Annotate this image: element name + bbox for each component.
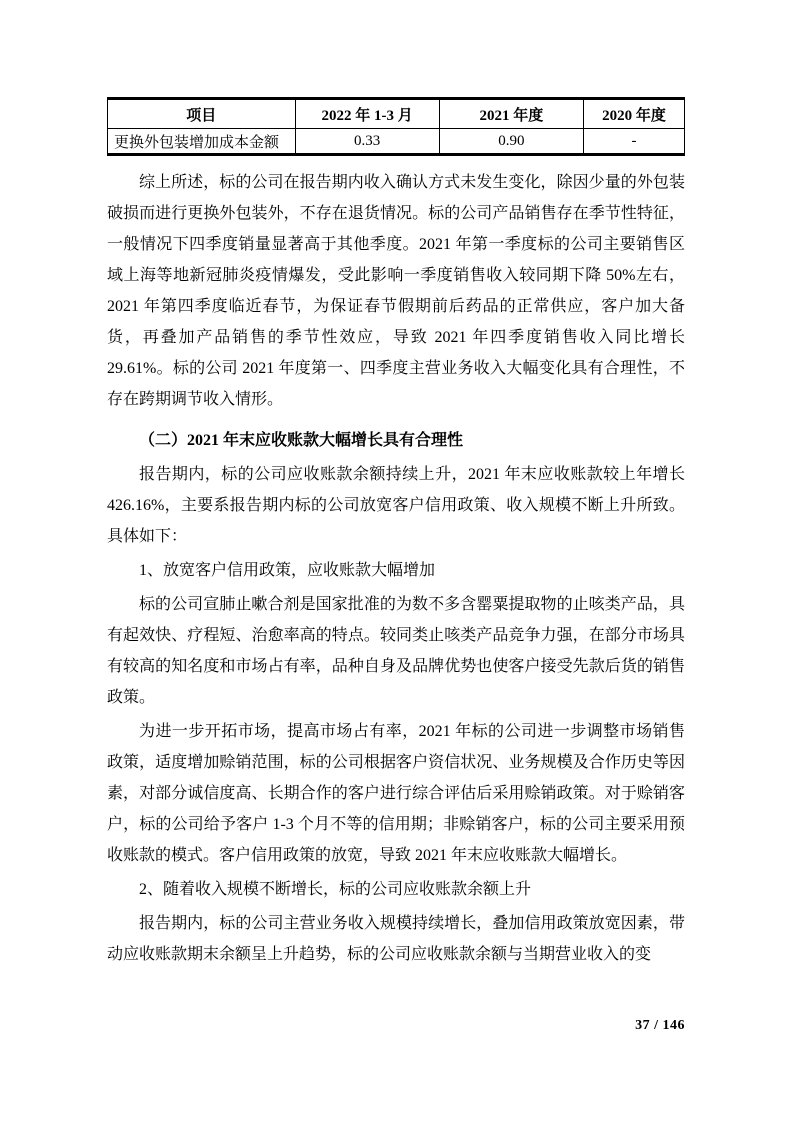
- table-header-item: 项目: [108, 99, 296, 129]
- table-cell-2021: 0.90: [439, 129, 583, 155]
- paragraph-product-strength: 标的公司宣肺止嗽合剂是国家批准的为数不多含罂粟提取物的止咳类产品，具有起效快、疗程短、治愈率高的特点。较同类止咳类产品竞争力强，在部分市场具有较高的知名度和市场占有率，品种自身及品牌优势也使客户接受先款后货的销售政策。: [107, 596, 685, 706]
- table-header-2021: 2021 年度: [439, 99, 583, 129]
- table-header-2022-q1: 2022 年 1-3 月: [295, 99, 439, 129]
- paragraph-revenue-summary: 综上所述，标的公司在报告期内收入确认方式未发生变化，除因少量的外包装破损而进行更换外包装外，不存在退货情况。标的公司产品销售存在季节性特征，一般情况下四季度销量显著高于其他季度。2021 年第一季度标的公司主要销售区域上海等地新冠肺炎疫情爆发，受此影响一季度销售收入较同期下降 50%左右，2021 年第四季度临近春节，为保证春节假期前后药品的正常供应，客户加大备货，再叠加产品销售的季节性效应，导致 2021 年四季度销售收入同比增长 29.61%。标的公司 2021 年度第一、四季度主营业务收入大幅变化具有合理性，不存在跨期调节收入情形。: [107, 174, 685, 408]
- paragraph-market-expansion: 为进一步开拓市场，提高市场占有率，2021 年标的公司进一步调整市场销售政策，适度增加赊销范围，标的公司根据客户资信状况、业务规模及合作历史等因素，对部分诚信度高、长期合作的客户进行综合评估后采用赊销政策。对于赊销客户，标的公司给予客户 1-3 个月不等的信用期；非赊销客户，标的公司主要采用预收账款的模式。客户信用政策的放宽，导致 2021 年末应收账款大幅增长。: [107, 723, 685, 864]
- paragraph-receivables-overview: 报告期内，标的公司应收账款余额持续上升，2021 年末应收账款较上年增长 426.16%，主要系报告期内标的公司放宽客户信用政策、收入规模不断上升所致。具体如下：: [107, 466, 685, 545]
- page-number: 37 / 146: [635, 1018, 685, 1033]
- subheading-credit-policy: 1、放宽客户信用政策，应收账款大幅增加: [139, 562, 436, 579]
- packaging-cost-table: [107, 97, 685, 156]
- table-cell-2020: -: [584, 129, 685, 155]
- table-cell-2022-q1: 0.33: [295, 129, 439, 155]
- table-cell-label: 更换外包装增加成本金额: [108, 129, 296, 155]
- section-heading-receivables: （二）2021 年末应收账款大幅增长具有合理性: [139, 432, 464, 449]
- paragraph-receivables-trend: 报告期内，标的公司主营业务收入规模持续增长，叠加信用政策放宽因素，带动应收账款期末余额呈上升趋势，标的公司应收账款余额与当期营业收入的变: [107, 915, 685, 963]
- table-header-row: [108, 99, 685, 129]
- subheading-revenue-growth: 2、随着收入规模不断增长，标的公司应收账款余额上升: [139, 881, 532, 898]
- table-row: [108, 129, 685, 155]
- page-content: [107, 97, 685, 973]
- table-header-2020: 2020 年度: [584, 99, 685, 129]
